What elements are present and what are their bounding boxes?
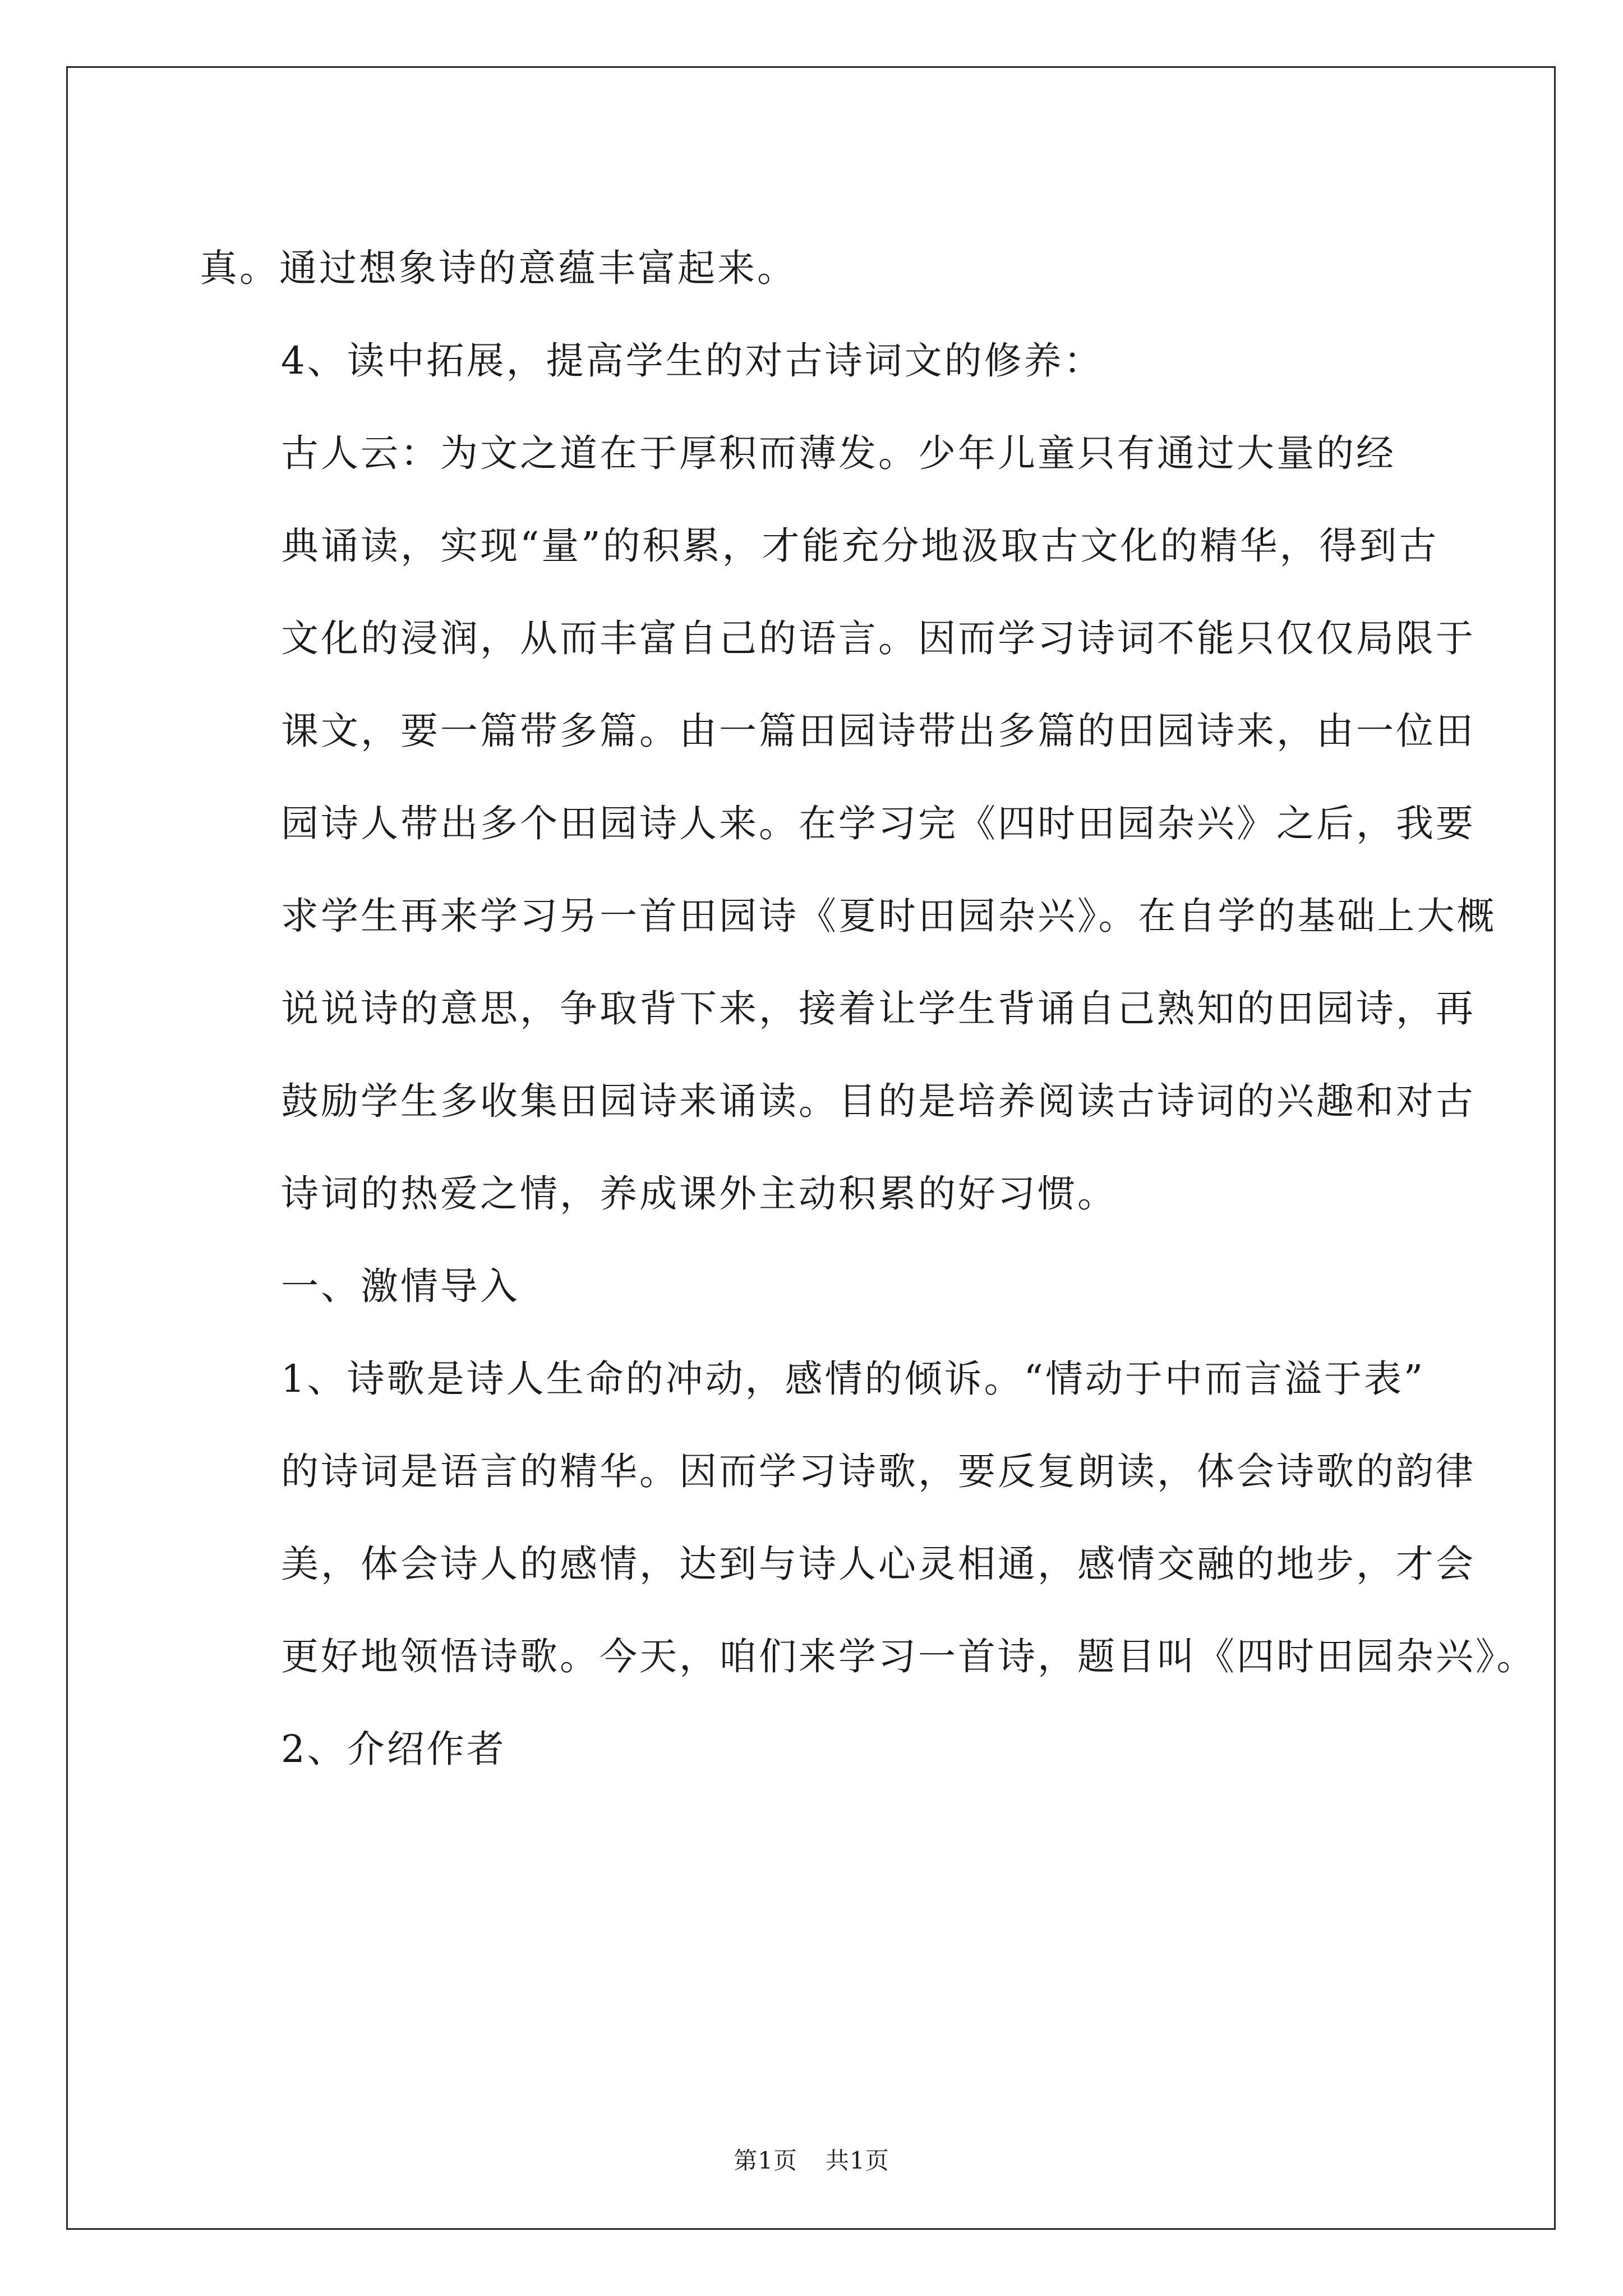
paragraph-1 bbox=[200, 222, 1433, 315]
text-line: 美，体会诗人的感情，达到与诗人心灵相通，感情交融的地步，才会 bbox=[281, 1542, 1476, 1586]
text-line: 说说诗的意思，争取背下来，接着让学生背诵自己熟知的田园诗，再 bbox=[281, 987, 1476, 1030]
text-line: 文化的浸润，从而丰富自己的语言。因而学习诗词不能只仅仅局限于 bbox=[281, 616, 1476, 660]
text-line: 鼓励学生多收集田园诗来诵读。目的是培养阅读古诗词的兴趣和对古 bbox=[281, 1079, 1476, 1123]
paragraph-2 bbox=[200, 315, 1433, 407]
document-body bbox=[200, 222, 1537, 1796]
text-line: 古人云：为文之道在于厚积而薄发。少年儿童只有通过大量的经 bbox=[281, 431, 1396, 475]
page-total: 共1页 bbox=[826, 2147, 889, 2174]
text-line: 真。通过想象诗的意蕴丰富起来。 bbox=[200, 246, 797, 290]
text-line: 一、激情导入 bbox=[281, 1264, 520, 1308]
text-line: 园诗人带出多个田园诗人来。在学习完《四时田园杂兴》之后，我要 bbox=[281, 802, 1476, 845]
text-line: 4、读中拓展，提高学生的对古诗词文的修养： bbox=[281, 339, 1104, 383]
text-line: 课文，要一篇带多篇。由一篇田园诗带出多篇的田园诗来，由一位田 bbox=[281, 709, 1476, 753]
text-line: 诗词的热爱之情，养成课外主动积累的好习惯。 bbox=[281, 1172, 1117, 1216]
page-footer bbox=[0, 2144, 1623, 2178]
paragraph-3 bbox=[200, 407, 1497, 1240]
text-line: 的诗词是语言的精华。因而学习诗歌，要反复朗读，体会诗歌的韵律 bbox=[281, 1450, 1476, 1493]
paragraph-6 bbox=[200, 1703, 1433, 1796]
paragraph-5 bbox=[200, 1333, 1537, 1703]
text-line: 1、诗歌是诗人生命的冲动，感情的倾诉。“情动于中而言溢于表” bbox=[281, 1357, 1426, 1401]
text-line: 2、介绍作者 bbox=[281, 1727, 506, 1771]
text-line: 求学生再来学习另一首田园诗《夏时田园杂兴》。在自学的基础上大概 bbox=[281, 894, 1497, 938]
page-number: 第1页 bbox=[734, 2147, 797, 2174]
text-line: 典诵读，实现“量”的积累，才能充分地汲取古文化的精华，得到古 bbox=[281, 524, 1439, 568]
paragraph-heading bbox=[200, 1240, 1433, 1333]
text-line: 更好地领悟诗歌。今天，咱们来学习一首诗，题目叫《四时田园杂兴》。 bbox=[281, 1635, 1537, 1678]
